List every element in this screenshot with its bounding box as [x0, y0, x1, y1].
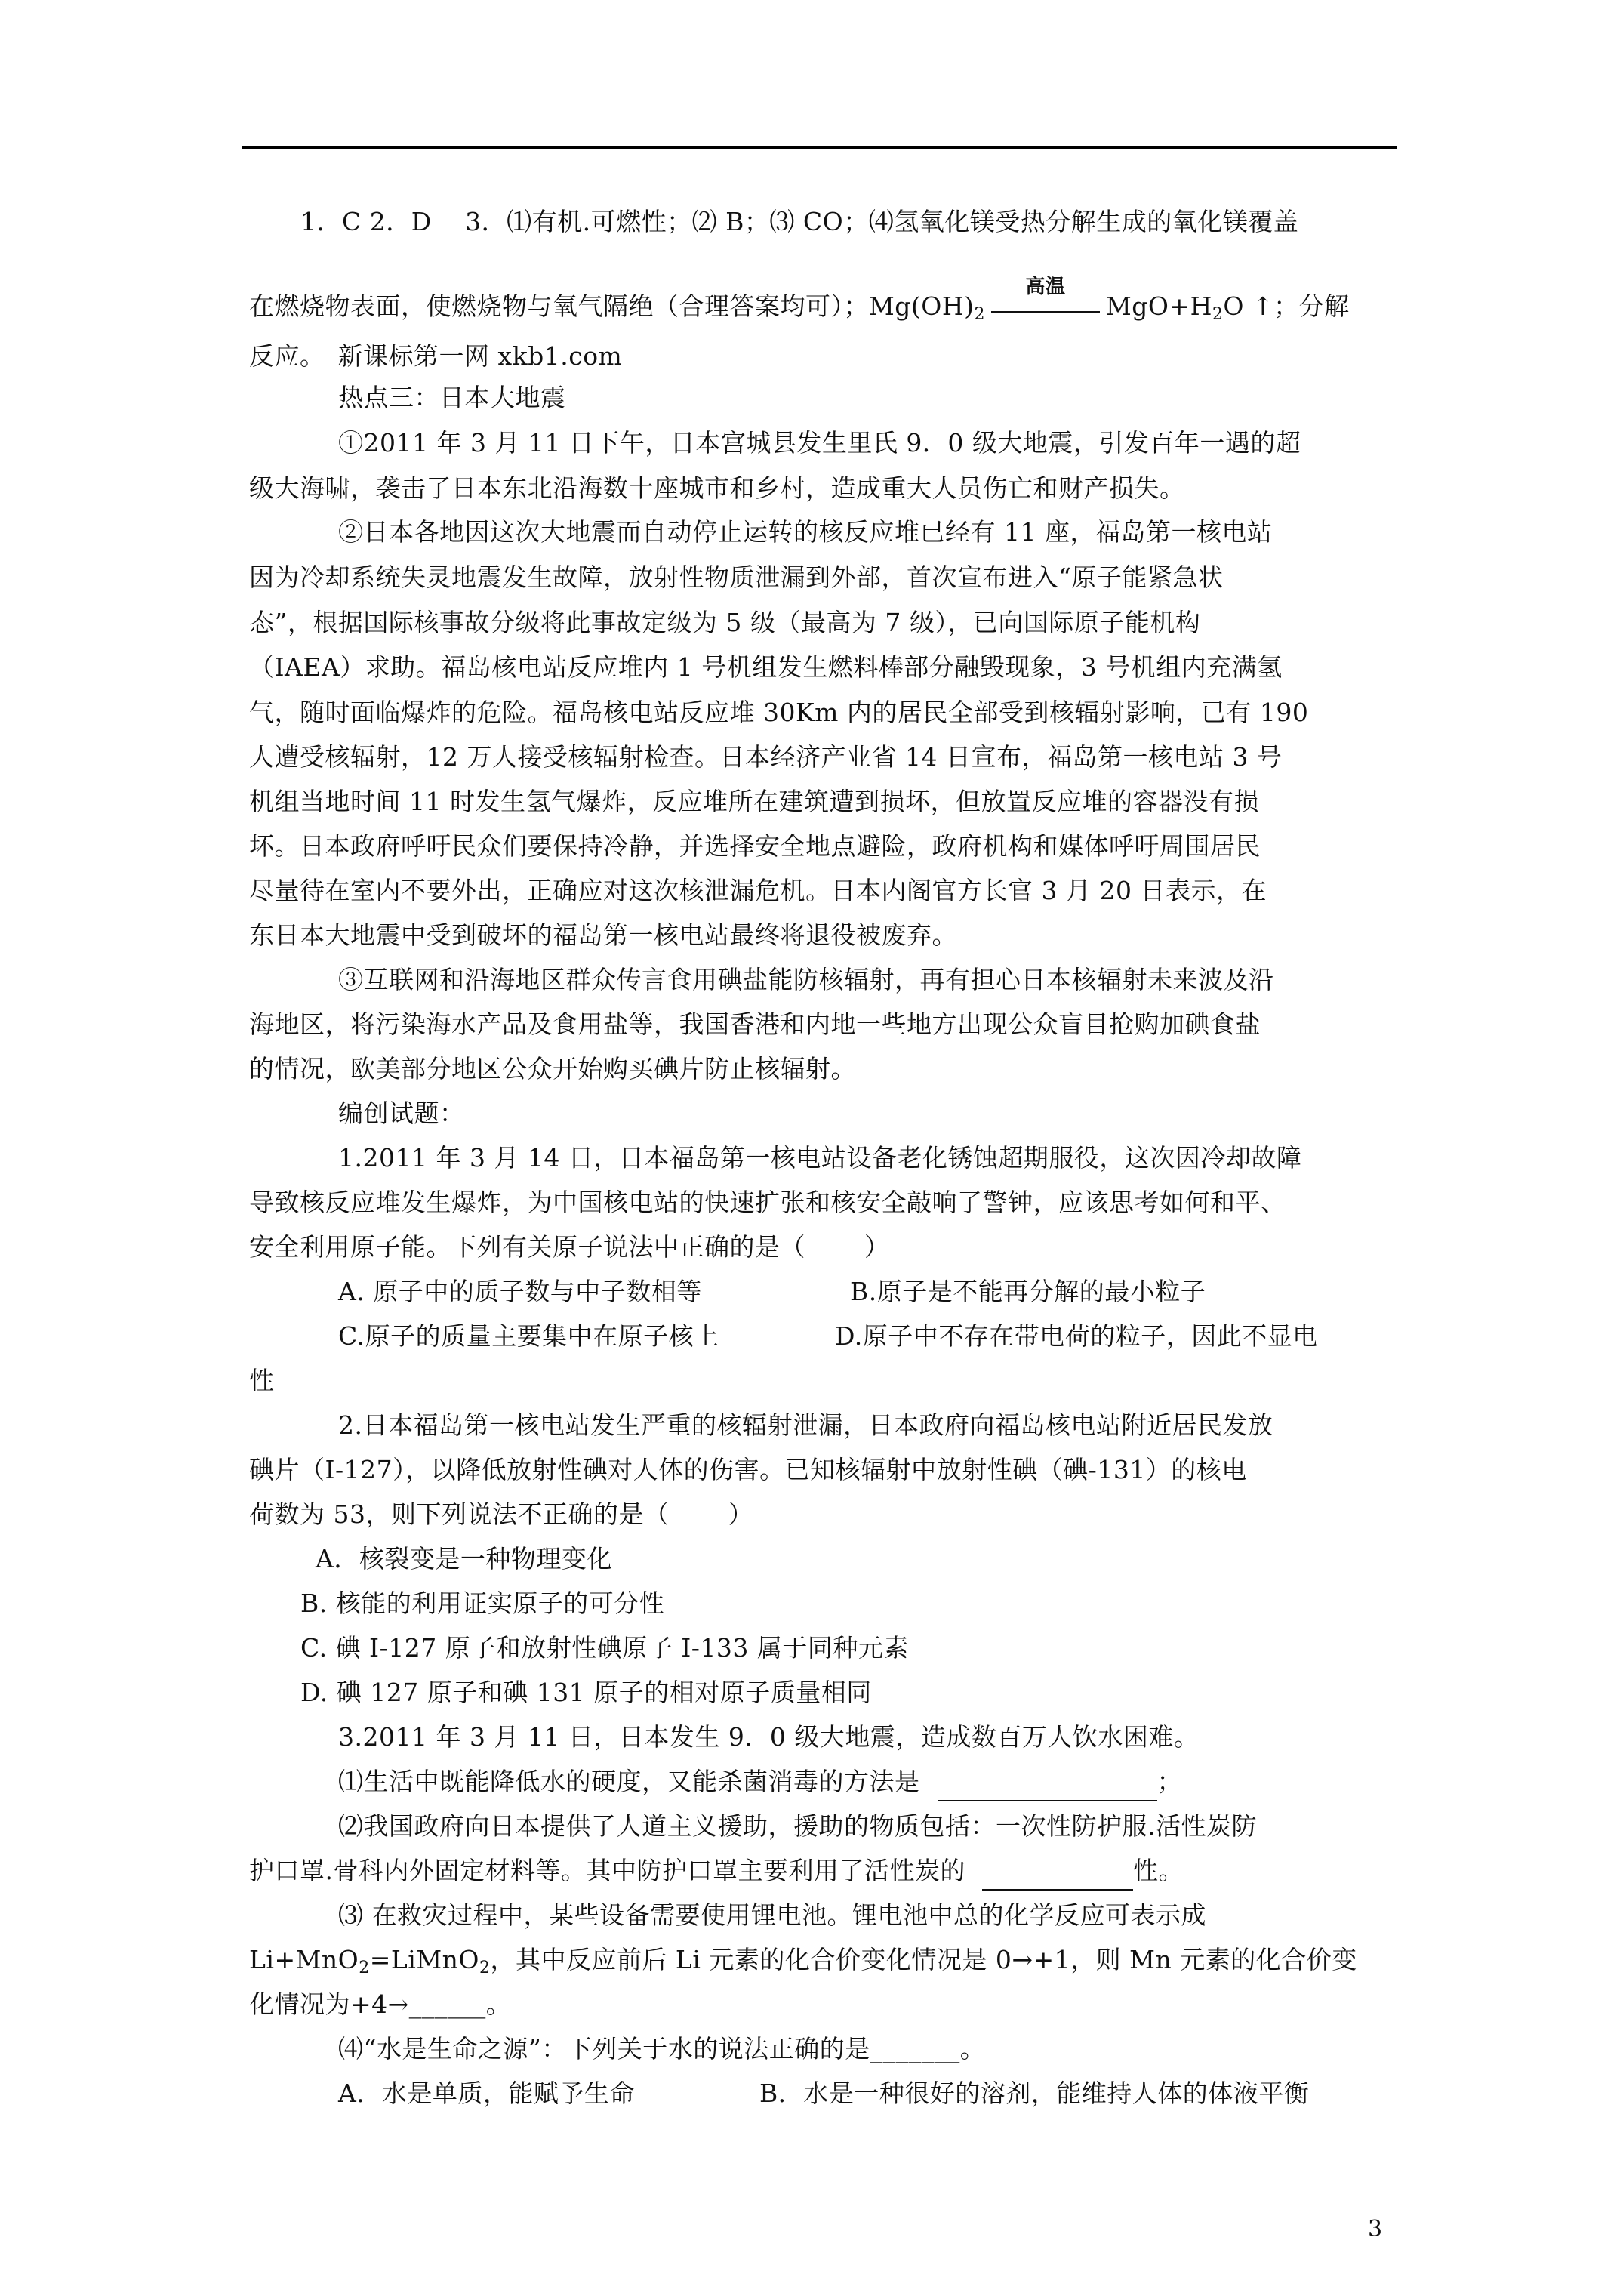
question-1-option-c: C.原子的质量主要集中在原子核上	[338, 1321, 719, 1351]
question-3-part-3: ⑶ 在救灾过程中，某些设备需要使用锂电池。锂电池中总的化学反应可表示成	[338, 1900, 1206, 1930]
question-2-option-d: D. 碘 127 原子和碘 131 原子的相对原子质量相同	[300, 1678, 872, 1707]
answer-blank[interactable]	[982, 1853, 1133, 1891]
paragraph-line: 级大海啸，袭击了日本东北沿海数十座城市和乡村，造成重大人员伤亡和财产损失。	[249, 473, 1185, 503]
question-3-option-a: A．水是单质，能赋予生命	[338, 2079, 635, 2108]
paragraph-line: 东日本大地震中受到破坏的福岛第一核电站最终将退役被废弃。	[249, 920, 957, 950]
paragraph-line: ②日本各地因这次大地震而自动停止运转的核反应堆已经有 11 座，福岛第一核电站	[338, 517, 1273, 547]
question-2-option-c: C. 碘 I-127 原子和放射性碘原子 I-133 属于同种元素	[300, 1633, 909, 1663]
subsection-heading: 编创试题：	[338, 1099, 465, 1128]
question-1-option-d: D.原子中不存在带电荷的粒子，因此不显电	[835, 1321, 1318, 1351]
question-1-stem: 1.2011 年 3 月 14 日，日本福岛第一核电站设备老化锈蚀超期服役，这次因冷却故障	[338, 1143, 1302, 1173]
answer-blank[interactable]	[938, 1764, 1157, 1801]
paragraph-line: 人遭受核辐射，12 万人接受核辐射检查。日本经济产业省 14 日宣布，福岛第一核电站 3 号	[249, 742, 1283, 772]
section-title: 热点三：日本大地震	[338, 383, 566, 412]
question-2-stem: 碘片（I-127），以降低放射性碘对人体的伤害。已知核辐射中放射性碘（碘-131）的核电	[249, 1455, 1247, 1484]
paragraph-line: 尽量待在室内不要外出，正确应对这次核泄漏危机。日本内阁官方长官 3 月 20 日表示，在	[249, 876, 1267, 905]
answer-line: 反应。 新课标第一网 xkb1.com	[249, 341, 623, 371]
question-2-stem: 荷数为 53，则下列说法不正确的是（ ）	[249, 1499, 753, 1529]
question-2-option-a: A．核裂变是一种物理变化	[316, 1544, 612, 1573]
paragraph-line: ①2011 年 3 月 11 日下午，日本宫城县发生里氏 9．0 级大地震，引发百年一遇的超	[338, 428, 1301, 458]
header-rule	[242, 146, 1397, 149]
paragraph-line: 坏。日本政府呼吁民众们要保持冷静，并选择安全地点避险，政府机构和媒体呼吁周围居民	[249, 831, 1261, 861]
reaction-condition: 高温	[985, 288, 1106, 325]
page-number: 3	[1368, 2216, 1383, 2242]
paragraph-line: 因为冷却系统失灵地震发生故障，放射性物质泄漏到外部，首次宣布进入“原子能紧急状	[249, 562, 1224, 592]
paragraph-line: 机组当地时间 11 时发生氢气爆炸，反应堆所在建筑遭到损坏，但放置反应堆的容器没有损	[249, 787, 1259, 816]
paragraph-line: 海地区，将污染海水产品及食用盐等，我国香港和内地一些地方出现公众盲目抢购加碘食盐	[249, 1009, 1261, 1039]
answer-line-equation: 在燃烧物表面，使燃烧物与氧气隔绝（合理答案均可）；$Mg(OH)_2$ 高温 $MgO+H_2O$ ↑；分解	[249, 276, 1350, 324]
question-3-part-2: ⑵我国政府向日本提供了人道主义援助，援助的物质包括：一次性防护服.活性炭防	[338, 1811, 1257, 1841]
paragraph-line: 态”，根据国际核事故分级将此事故定级为 5 级（最高为 7 级），已向国际原子能机构	[249, 608, 1201, 637]
paragraph-line: ③互联网和沿海地区群众传言食用碘盐能防核辐射，再有担心日本核辐射未来波及沿	[338, 965, 1274, 994]
question-3-part-3-continued: 化情况为+4→______。	[249, 1989, 512, 2019]
question-2-stem: 2.日本福岛第一核电站发生严重的核辐射泄漏，日本政府向福岛核电站附近居民发放	[338, 1410, 1273, 1440]
question-1-option-a: A. 原子中的质子数与中子数相等	[338, 1277, 702, 1306]
paragraph-line: 气，随时面临爆炸的危险。福岛核电站反应堆 30Km 内的居民全部受到核辐射影响，已有 190	[249, 698, 1309, 727]
question-3-stem: 3.2011 年 3 月 11 日，日本发生 9．0 级大地震，造成数百万人饮水困难。	[338, 1722, 1200, 1752]
question-1-option-b: B.原子是不能再分解的最小粒子	[850, 1277, 1206, 1306]
question-2-option-b: B. 核能的利用证实原子的可分性	[300, 1589, 665, 1618]
paragraph-line: 的情况，欧美部分地区公众开始购买碘片防止核辐射。	[249, 1054, 856, 1083]
question-1-stem: 安全利用原子能。下列有关原子说法中正确的是（ ）	[249, 1232, 890, 1262]
question-3-part-3-equation: Li+MnO$_2$=LiMnO$_2$，其中反应前后 Li 元素的化合价变化情况是 0→+1，则 Mn 元素的化合价变	[249, 1945, 1357, 1977]
paragraph-line: （IAEA）求助。福岛核电站反应堆内 1 号机组发生燃料棒部分融毁现象，3 号机组内充满氢	[249, 652, 1283, 682]
question-1-option-d-continued: 性	[249, 1366, 275, 1395]
question-3-part-1: ⑴生活中既能降低水的硬度，又能杀菌消毒的方法是 ；	[338, 1764, 1182, 1801]
question-3-part-4: ⑷“水是生命之源”：下列关于水的说法正确的是_______。	[338, 2034, 986, 2063]
question-3-part-2-continued: 护口罩.骨科内外固定材料等。其中防护口罩主要利用了活性炭的 性。	[249, 1853, 1184, 1891]
answer-line: 1．C 2．D 3．⑴有机.可燃性；⑵ B；⑶ CO；⑷氢氧化镁受热分解生成的氧化镁覆盖	[300, 207, 1299, 236]
question-1-stem: 导致核反应堆发生爆炸，为中国核电站的快速扩张和核安全敲响了警钟，应该思考如何和平、	[249, 1188, 1286, 1217]
question-3-option-b: B．水是一种很好的溶剂，能维持人体的体液平衡	[759, 2079, 1310, 2108]
